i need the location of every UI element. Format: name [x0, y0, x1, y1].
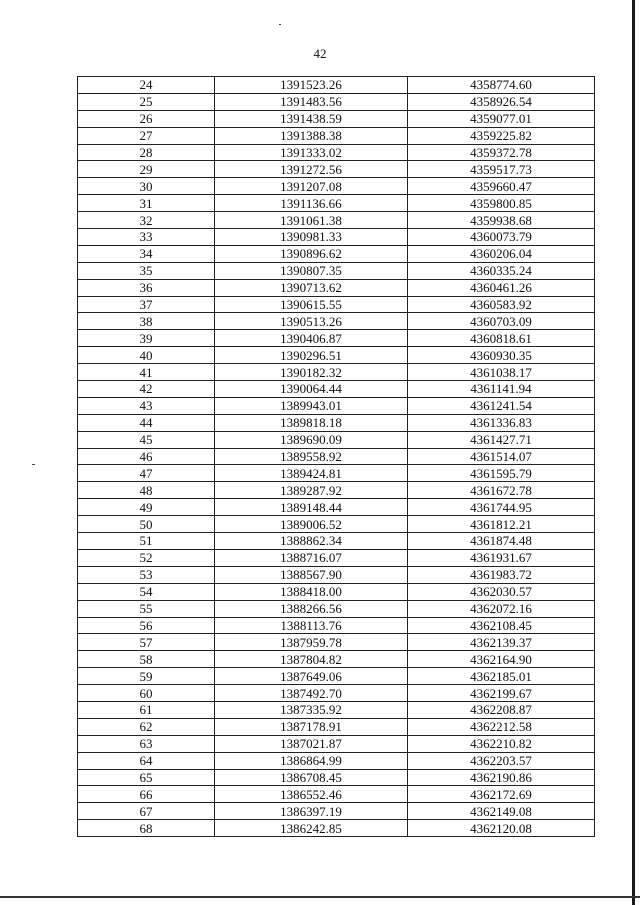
x-coordinate-cell: 1390064.44: [215, 381, 408, 398]
x-coordinate-cell: 1391523.26: [215, 77, 408, 94]
point-number-cell: 64: [78, 752, 215, 769]
x-coordinate-cell: 1387178.91: [215, 718, 408, 735]
x-coordinate-cell: 1389287.92: [215, 482, 408, 499]
x-coordinate-cell: 1390513.26: [215, 313, 408, 330]
table-row: [78, 499, 595, 516]
point-number-cell: 25: [78, 93, 215, 110]
x-coordinate-cell: 1390296.51: [215, 347, 408, 364]
x-coordinate-cell: 1391483.56: [215, 93, 408, 110]
table-row: [78, 803, 595, 820]
point-number-cell: 29: [78, 161, 215, 178]
table-row: [78, 161, 595, 178]
table-row: [78, 651, 595, 668]
x-coordinate-cell: 1391207.08: [215, 178, 408, 195]
page-edge-bottom: [0, 896, 640, 898]
x-coordinate-cell: 1388266.56: [215, 600, 408, 617]
point-number-cell: 68: [78, 820, 215, 837]
y-coordinate-cell: 4360206.04: [408, 245, 595, 262]
table-row: [78, 229, 595, 246]
y-coordinate-cell: 4359938.68: [408, 212, 595, 229]
y-coordinate-cell: 4361744.95: [408, 499, 595, 516]
point-number-cell: 51: [78, 533, 215, 550]
point-number-cell: 34: [78, 245, 215, 262]
table-row: [78, 77, 595, 94]
y-coordinate-cell: 4362212.58: [408, 718, 595, 735]
x-coordinate-cell: 1390807.35: [215, 262, 408, 279]
x-coordinate-cell: 1387492.70: [215, 685, 408, 702]
table-row: [78, 752, 595, 769]
table-row: [78, 533, 595, 550]
table-row: [78, 786, 595, 803]
point-number-cell: 43: [78, 397, 215, 414]
y-coordinate-cell: 4362139.37: [408, 634, 595, 651]
x-coordinate-cell: 1388418.00: [215, 583, 408, 600]
x-coordinate-cell: 1390406.87: [215, 330, 408, 347]
table-row: [78, 583, 595, 600]
y-coordinate-cell: 4361983.72: [408, 566, 595, 583]
point-number-cell: 56: [78, 617, 215, 634]
point-number-cell: 46: [78, 448, 215, 465]
x-coordinate-cell: 1391388.38: [215, 127, 408, 144]
x-coordinate-cell: 1389006.52: [215, 516, 408, 533]
y-coordinate-cell: 4361812.21: [408, 516, 595, 533]
point-number-cell: 47: [78, 465, 215, 482]
point-number-cell: 36: [78, 279, 215, 296]
point-number-cell: 41: [78, 364, 215, 381]
x-coordinate-cell: 1388716.07: [215, 549, 408, 566]
table-row: [78, 769, 595, 786]
y-coordinate-cell: 4361672.78: [408, 482, 595, 499]
y-coordinate-cell: 4360818.61: [408, 330, 595, 347]
y-coordinate-cell: 4362208.87: [408, 701, 595, 718]
point-number-cell: 32: [78, 212, 215, 229]
point-number-cell: 50: [78, 516, 215, 533]
x-coordinate-cell: 1387335.92: [215, 701, 408, 718]
x-coordinate-cell: 1391061.38: [215, 212, 408, 229]
x-coordinate-cell: 1386864.99: [215, 752, 408, 769]
x-coordinate-cell: 1386397.19: [215, 803, 408, 820]
y-coordinate-cell: 4362203.57: [408, 752, 595, 769]
point-number-cell: 42: [78, 381, 215, 398]
x-coordinate-cell: 1386708.45: [215, 769, 408, 786]
y-coordinate-cell: 4361874.48: [408, 533, 595, 550]
x-coordinate-cell: 1387649.06: [215, 668, 408, 685]
table-row: [78, 330, 595, 347]
table-row: [78, 262, 595, 279]
point-number-cell: 28: [78, 144, 215, 161]
point-number-cell: 27: [78, 127, 215, 144]
point-number-cell: 44: [78, 414, 215, 431]
table-row: [78, 685, 595, 702]
x-coordinate-cell: 1387804.82: [215, 651, 408, 668]
page-number: 42: [313, 46, 327, 61]
table-row: [78, 482, 595, 499]
point-number-cell: 55: [78, 600, 215, 617]
x-coordinate-cell: 1386242.85: [215, 820, 408, 837]
point-number-cell: 24: [78, 77, 215, 94]
point-number-cell: 31: [78, 195, 215, 212]
x-coordinate-cell: 1391272.56: [215, 161, 408, 178]
x-coordinate-cell: 1390981.33: [215, 229, 408, 246]
point-number-cell: 53: [78, 566, 215, 583]
table-row: [78, 549, 595, 566]
point-number-cell: 62: [78, 718, 215, 735]
scan-speck: [32, 464, 35, 465]
table-row: [78, 431, 595, 448]
table-row: [78, 634, 595, 651]
table-row: [78, 364, 595, 381]
table-row: [78, 448, 595, 465]
point-number-cell: 54: [78, 583, 215, 600]
y-coordinate-cell: 4359660.47: [408, 178, 595, 195]
x-coordinate-cell: 1391136.66: [215, 195, 408, 212]
y-coordinate-cell: 4361336.83: [408, 414, 595, 431]
y-coordinate-cell: 4359372.78: [408, 144, 595, 161]
y-coordinate-cell: 4358926.54: [408, 93, 595, 110]
x-coordinate-cell: 1387021.87: [215, 735, 408, 752]
y-coordinate-cell: 4362149.08: [408, 803, 595, 820]
x-coordinate-cell: 1388862.34: [215, 533, 408, 550]
x-coordinate-cell: 1388567.90: [215, 566, 408, 583]
table-row: [78, 296, 595, 313]
point-number-cell: 37: [78, 296, 215, 313]
table-row: [78, 381, 595, 398]
point-number-cell: 48: [78, 482, 215, 499]
point-number-cell: 57: [78, 634, 215, 651]
y-coordinate-cell: 4362164.90: [408, 651, 595, 668]
y-coordinate-cell: 4360335.24: [408, 262, 595, 279]
point-number-cell: 45: [78, 431, 215, 448]
table-row: [78, 566, 595, 583]
y-coordinate-cell: 4361038.17: [408, 364, 595, 381]
point-number-cell: 40: [78, 347, 215, 364]
point-number-cell: 38: [78, 313, 215, 330]
page-edge-right: [632, 0, 635, 905]
point-number-cell: 59: [78, 668, 215, 685]
point-number-cell: 67: [78, 803, 215, 820]
scan-speck: [279, 24, 281, 25]
table-row: [78, 127, 595, 144]
y-coordinate-cell: 4362199.67: [408, 685, 595, 702]
point-number-cell: 39: [78, 330, 215, 347]
point-number-cell: 33: [78, 229, 215, 246]
table-row: [78, 347, 595, 364]
y-coordinate-cell: 4361595.79: [408, 465, 595, 482]
y-coordinate-cell: 4362185.01: [408, 668, 595, 685]
y-coordinate-cell: 4362172.69: [408, 786, 595, 803]
x-coordinate-cell: 1386552.46: [215, 786, 408, 803]
x-coordinate-cell: 1390182.32: [215, 364, 408, 381]
table-row: [78, 414, 595, 431]
table-row: [78, 397, 595, 414]
y-coordinate-cell: 4360073.79: [408, 229, 595, 246]
point-number-cell: 60: [78, 685, 215, 702]
point-number-cell: 61: [78, 701, 215, 718]
point-number-cell: 35: [78, 262, 215, 279]
x-coordinate-cell: 1389148.44: [215, 499, 408, 516]
table-row: [78, 195, 595, 212]
table-row: [78, 718, 595, 735]
x-coordinate-cell: 1391438.59: [215, 110, 408, 127]
coordinates-table-body: [78, 77, 595, 837]
y-coordinate-cell: 4362108.45: [408, 617, 595, 634]
table-row: [78, 313, 595, 330]
y-coordinate-cell: 4360583.92: [408, 296, 595, 313]
y-coordinate-cell: 4362210.82: [408, 735, 595, 752]
point-number-cell: 49: [78, 499, 215, 516]
x-coordinate-cell: 1387959.78: [215, 634, 408, 651]
x-coordinate-cell: 1389818.18: [215, 414, 408, 431]
y-coordinate-cell: 4360930.35: [408, 347, 595, 364]
point-number-cell: 63: [78, 735, 215, 752]
y-coordinate-cell: 4360703.09: [408, 313, 595, 330]
point-number-cell: 58: [78, 651, 215, 668]
table-row: [78, 245, 595, 262]
y-coordinate-cell: 4359077.01: [408, 110, 595, 127]
point-number-cell: 52: [78, 549, 215, 566]
x-coordinate-cell: 1389690.09: [215, 431, 408, 448]
y-coordinate-cell: 4362030.57: [408, 583, 595, 600]
table-row: [78, 110, 595, 127]
y-coordinate-cell: 4361931.67: [408, 549, 595, 566]
y-coordinate-cell: 4359517.73: [408, 161, 595, 178]
y-coordinate-cell: 4359800.85: [408, 195, 595, 212]
table-row: [78, 144, 595, 161]
y-coordinate-cell: 4361141.94: [408, 381, 595, 398]
y-coordinate-cell: 4362120.08: [408, 820, 595, 837]
x-coordinate-cell: 1388113.76: [215, 617, 408, 634]
point-number-cell: 65: [78, 769, 215, 786]
table-row: [78, 820, 595, 837]
table-row: [78, 465, 595, 482]
table-row: [78, 516, 595, 533]
table-row: [78, 93, 595, 110]
y-coordinate-cell: 4361514.07: [408, 448, 595, 465]
y-coordinate-cell: 4358774.60: [408, 77, 595, 94]
point-number-cell: 26: [78, 110, 215, 127]
table-row: [78, 178, 595, 195]
y-coordinate-cell: 4360461.26: [408, 279, 595, 296]
x-coordinate-cell: 1390896.62: [215, 245, 408, 262]
x-coordinate-cell: 1389558.92: [215, 448, 408, 465]
table-row: [78, 668, 595, 685]
table-row: [78, 600, 595, 617]
table-row: [78, 701, 595, 718]
y-coordinate-cell: 4362190.86: [408, 769, 595, 786]
table-row: [78, 212, 595, 229]
x-coordinate-cell: 1389424.81: [215, 465, 408, 482]
x-coordinate-cell: 1391333.02: [215, 144, 408, 161]
point-number-cell: 66: [78, 786, 215, 803]
y-coordinate-cell: 4361427.71: [408, 431, 595, 448]
y-coordinate-cell: 4362072.16: [408, 600, 595, 617]
table-row: [78, 617, 595, 634]
x-coordinate-cell: 1390615.55: [215, 296, 408, 313]
y-coordinate-cell: 4359225.82: [408, 127, 595, 144]
coordinates-table: [77, 76, 595, 837]
table-row: [78, 279, 595, 296]
table-row: [78, 735, 595, 752]
y-coordinate-cell: 4361241.54: [408, 397, 595, 414]
x-coordinate-cell: 1389943.01: [215, 397, 408, 414]
x-coordinate-cell: 1390713.62: [215, 279, 408, 296]
point-number-cell: 30: [78, 178, 215, 195]
